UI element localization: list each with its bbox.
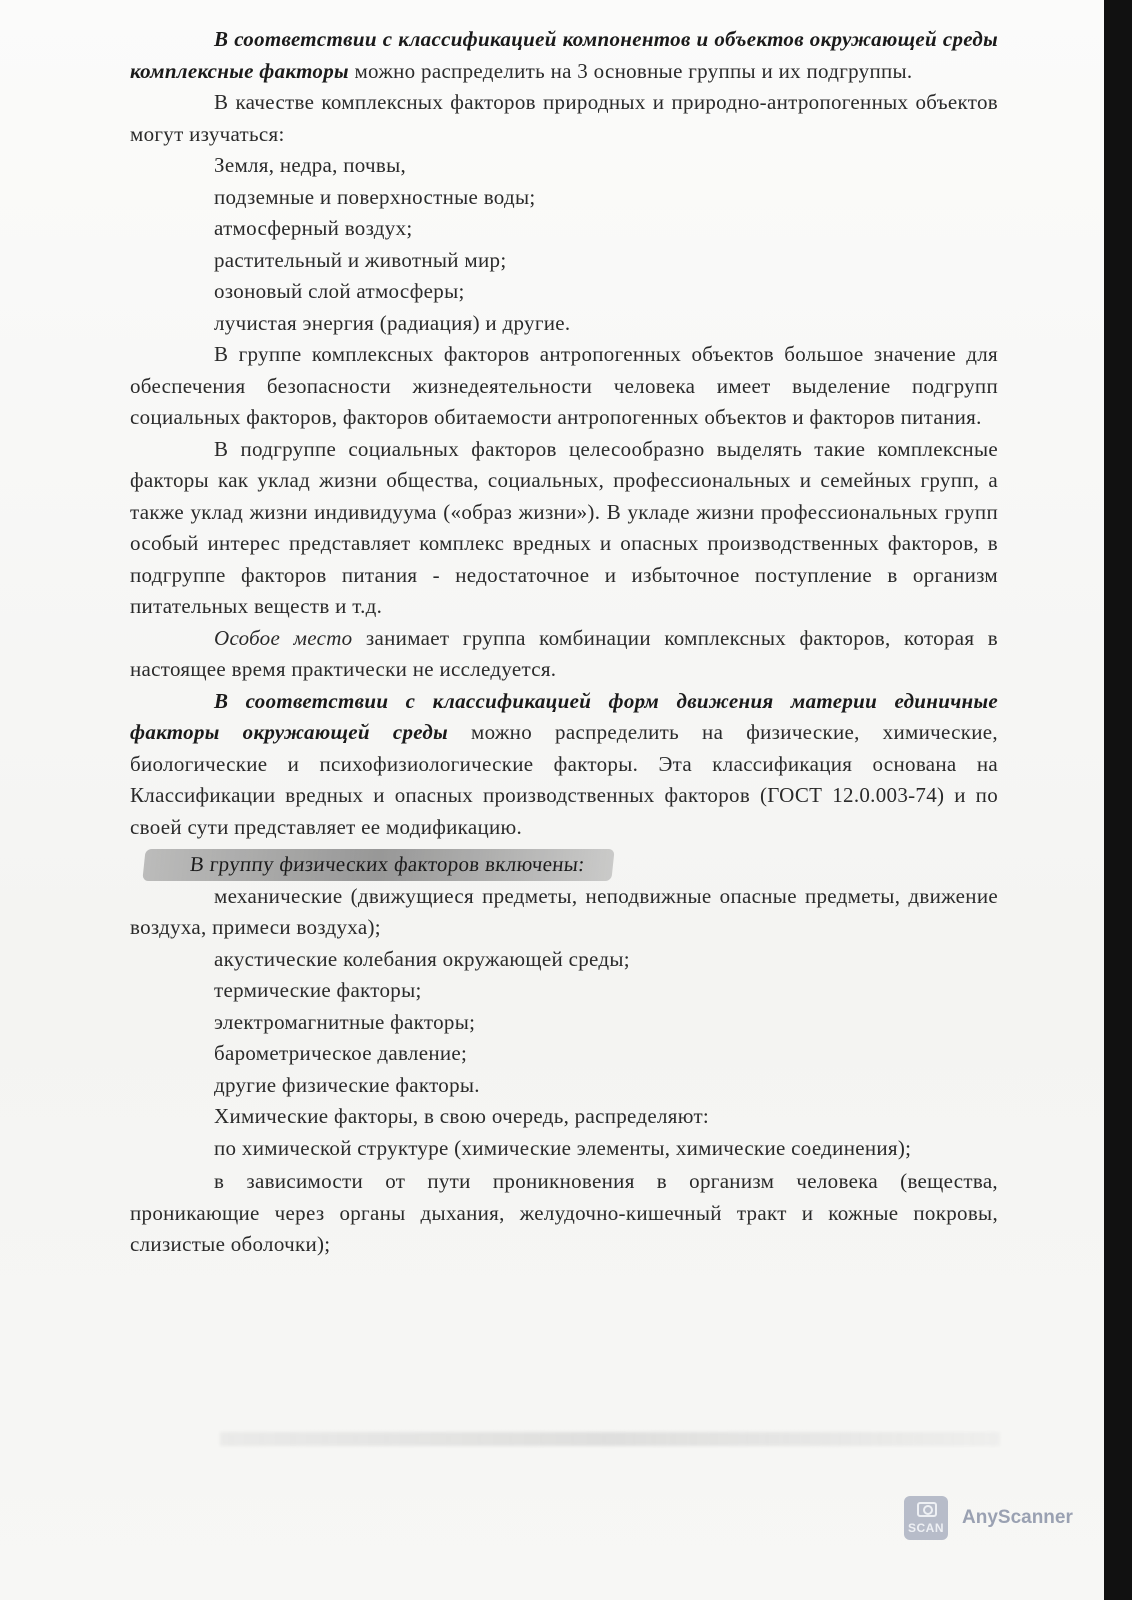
paragraph-social-factors: В подгруппе социальных факторов целесообразно выделять такие комплексные факторы как уклад жизни общества, социальных, профессиональных и семейных групп, а также уклад жизни индивидуума («образ жизни»). В укладе жизни профессиональных групп особый интерес представляет комплекс вредных и опасных производственных факторов, в подгруппе факторов питания - недостаточное и избыточное поступление в организм питательных веществ и т.д. [130,436,998,618]
faint-bleed-through [220,1432,1000,1446]
camera-icon [917,1502,937,1517]
list-item: Земля, недра, почвы, [214,153,407,177]
scanner-watermark [904,1496,1073,1540]
emphasis-text: В соответствии с классификацией компонентов и объектов окружающей среды комплексные факторы [130,27,998,83]
list-item: электромагнитные факторы; [214,1009,476,1034]
scanner-logo-icon [904,1496,948,1540]
paragraph-anthropogenic: В группе комплексных факторов антропогенных объектов большое значение для обеспечения безопасности жизнедеятельности человека имеет выделение подгрупп социальных факторов, факторов обитаемости антропогенных объектов и факторов питания. [130,342,998,429]
list-item: озоновый слой атмосферы; [214,279,465,303]
list-item: акустические колебания окружающей среды; [214,946,630,971]
section-heading: В группу физических факторов включены: [142,849,614,881]
list-item: атмосферный воздух; [214,216,413,240]
paragraph-text: занимает группа комбинации комплексных факторов, которая в настоящее время практически не исследуется. [130,625,998,681]
page-edge-shadow [1104,0,1132,1600]
paragraph-chemical-intro: Химические факторы, в свою очередь, распределяют: [214,1104,710,1128]
list-item: термические факторы; [214,978,422,1002]
brand-name: AnyScanner [962,1507,1073,1528]
italic-text: Особое место [214,625,353,650]
paragraph-mechanical: механические (движущиеся предметы, неподвижные опасные предметы, движение воздуха, примеси воздуха); [130,883,998,939]
paragraph-chemical-structure: по химической структуре (химические элементы, химические соединения); [214,1135,912,1160]
highlighted-heading [144,849,613,881]
paragraph-complex-factors-intro [130,24,998,87]
list-item: лучистая энергия (радиация) и другие. [214,310,571,335]
scan-label: SCAN [907,1521,944,1535]
paragraph-text: можно распределить на 3 основные группы и их подгруппы. [348,58,913,83]
document-text [130,24,998,1261]
emphasis-text: В соответствии с классификацией форм движения материи единичные факторы окружающей среды [130,688,998,744]
paragraph-chemical-path: в зависимости от пути проникновения в организм человека (вещества, проникающие через органы дыхания, желудочно-кишечный тракт и кожные покровы, слизистые оболочки); [130,1169,998,1256]
paragraph-natural-objects: В качестве комплексных факторов природных и природно-антропогенных объектов могут изучаться: [130,90,998,146]
list-item: подземные и поверхностные воды; [214,184,536,209]
paragraph-single-factors [130,686,998,844]
paragraph-text: можно распределить на физические, химические, биологические и психофизиологические факторы. Эта классификация основана на Классификации вредных и опасных производственных факторов (ГОСТ 12.0.003-74) и по своей сути представляет ее модификацию. [130,720,998,839]
list-item: растительный и животный мир; [214,247,507,272]
paragraph-combination [130,623,998,686]
list-item: другие физические факторы. [214,1072,480,1097]
list-item: барометрическое давление; [214,1041,468,1065]
